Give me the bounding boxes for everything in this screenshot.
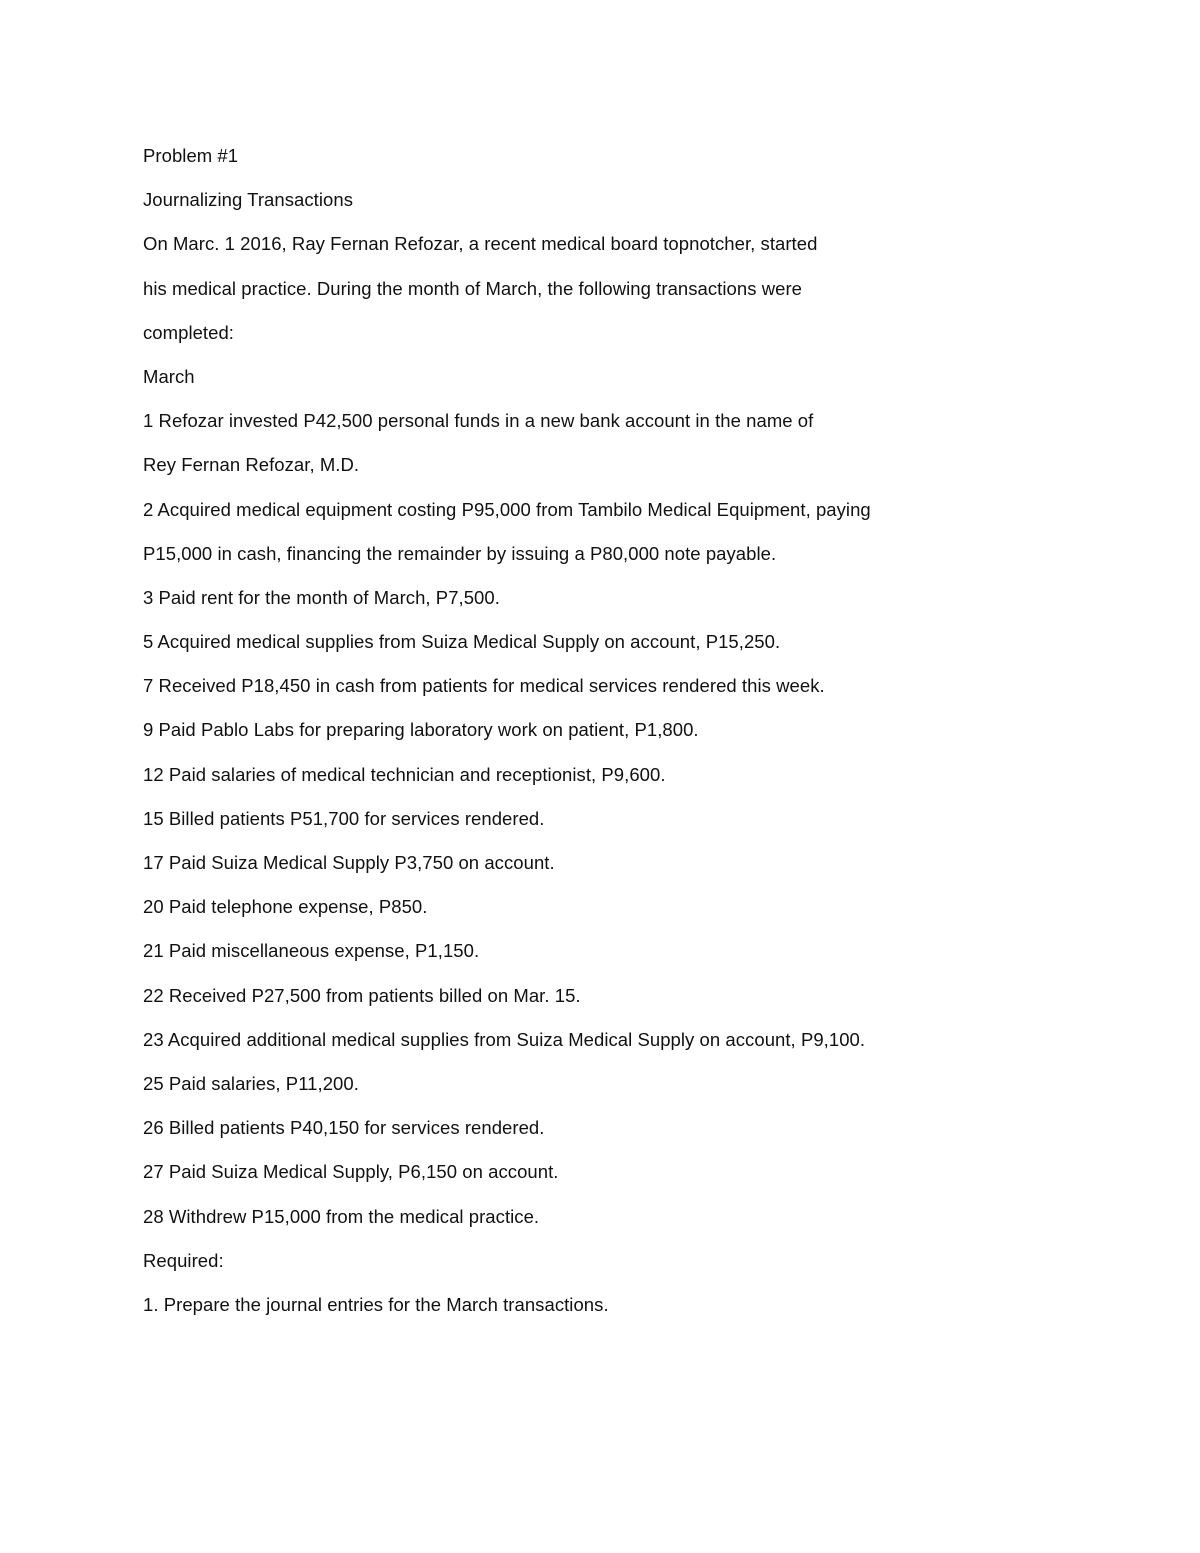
transaction-line: 27 Paid Suiza Medical Supply, P6,150 on account. (143, 1161, 559, 1183)
problem-title: Problem #1 (143, 145, 239, 166)
transaction-line: 25 Paid salaries, P11,200. (143, 1072, 359, 1094)
transaction-line: 7 Received P18,450 in cash from patients for medical services rendered this week. (143, 675, 825, 697)
transaction-line: 1 Refozar invested P42,500 personal funds in a new bank account in the name of (143, 410, 814, 432)
transaction-line: 26 Billed patients P40,150 for services rendered. (143, 1117, 545, 1139)
transaction-line: 21 Paid miscellaneous expense, P1,150. (143, 940, 480, 962)
transaction-line: 20 Paid telephone expense, P850. (143, 896, 428, 918)
requirement-item: 1. Prepare the journal entries for the March transactions. (143, 1293, 609, 1315)
transaction-line: P15,000 in cash, financing the remainder by issuing a P80,000 note payable. (143, 542, 777, 564)
transaction-line: 28 Withdrew P15,000 from the medical practice. (143, 1205, 540, 1227)
transaction-line: 2 Acquired medical equipment costing P95,000 from Tambilo Medical Equipment, paying (143, 498, 871, 520)
intro-line: On Marc. 1 2016, Ray Fernan Refozar, a recent medical board topnotcher, started (143, 233, 818, 255)
transaction-line: 12 Paid salaries of medical technician and receptionist, P9,600. (143, 763, 666, 785)
transaction-line: 23 Acquired additional medical supplies from Suiza Medical Supply on account, P9,100. (143, 1028, 866, 1050)
intro-line: his medical practice. During the month of March, the following transactions were (143, 277, 802, 299)
transaction-line: Rey Fernan Refozar, M.D. (143, 454, 360, 476)
month-heading: March (143, 365, 195, 387)
transaction-line: 5 Acquired medical supplies from Suiza Medical Supply on account, P15,250. (143, 631, 781, 653)
transaction-line: 22 Received P27,500 from patients billed on Mar. 15. (143, 984, 581, 1006)
problem-subtitle: Journalizing Transactions (143, 189, 353, 211)
transaction-line: 3 Paid rent for the month of March, P7,500. (143, 586, 500, 608)
required-heading: Required: (143, 1249, 224, 1271)
document-body (143, 142, 1103, 1335)
transaction-line: 15 Billed patients P51,700 for services rendered. (143, 807, 545, 829)
transaction-line: 17 Paid Suiza Medical Supply P3,750 on account. (143, 852, 555, 873)
intro-line: completed: (143, 321, 234, 343)
transaction-line: 9 Paid Pablo Labs for preparing laboratory work on patient, P1,800. (143, 719, 699, 741)
